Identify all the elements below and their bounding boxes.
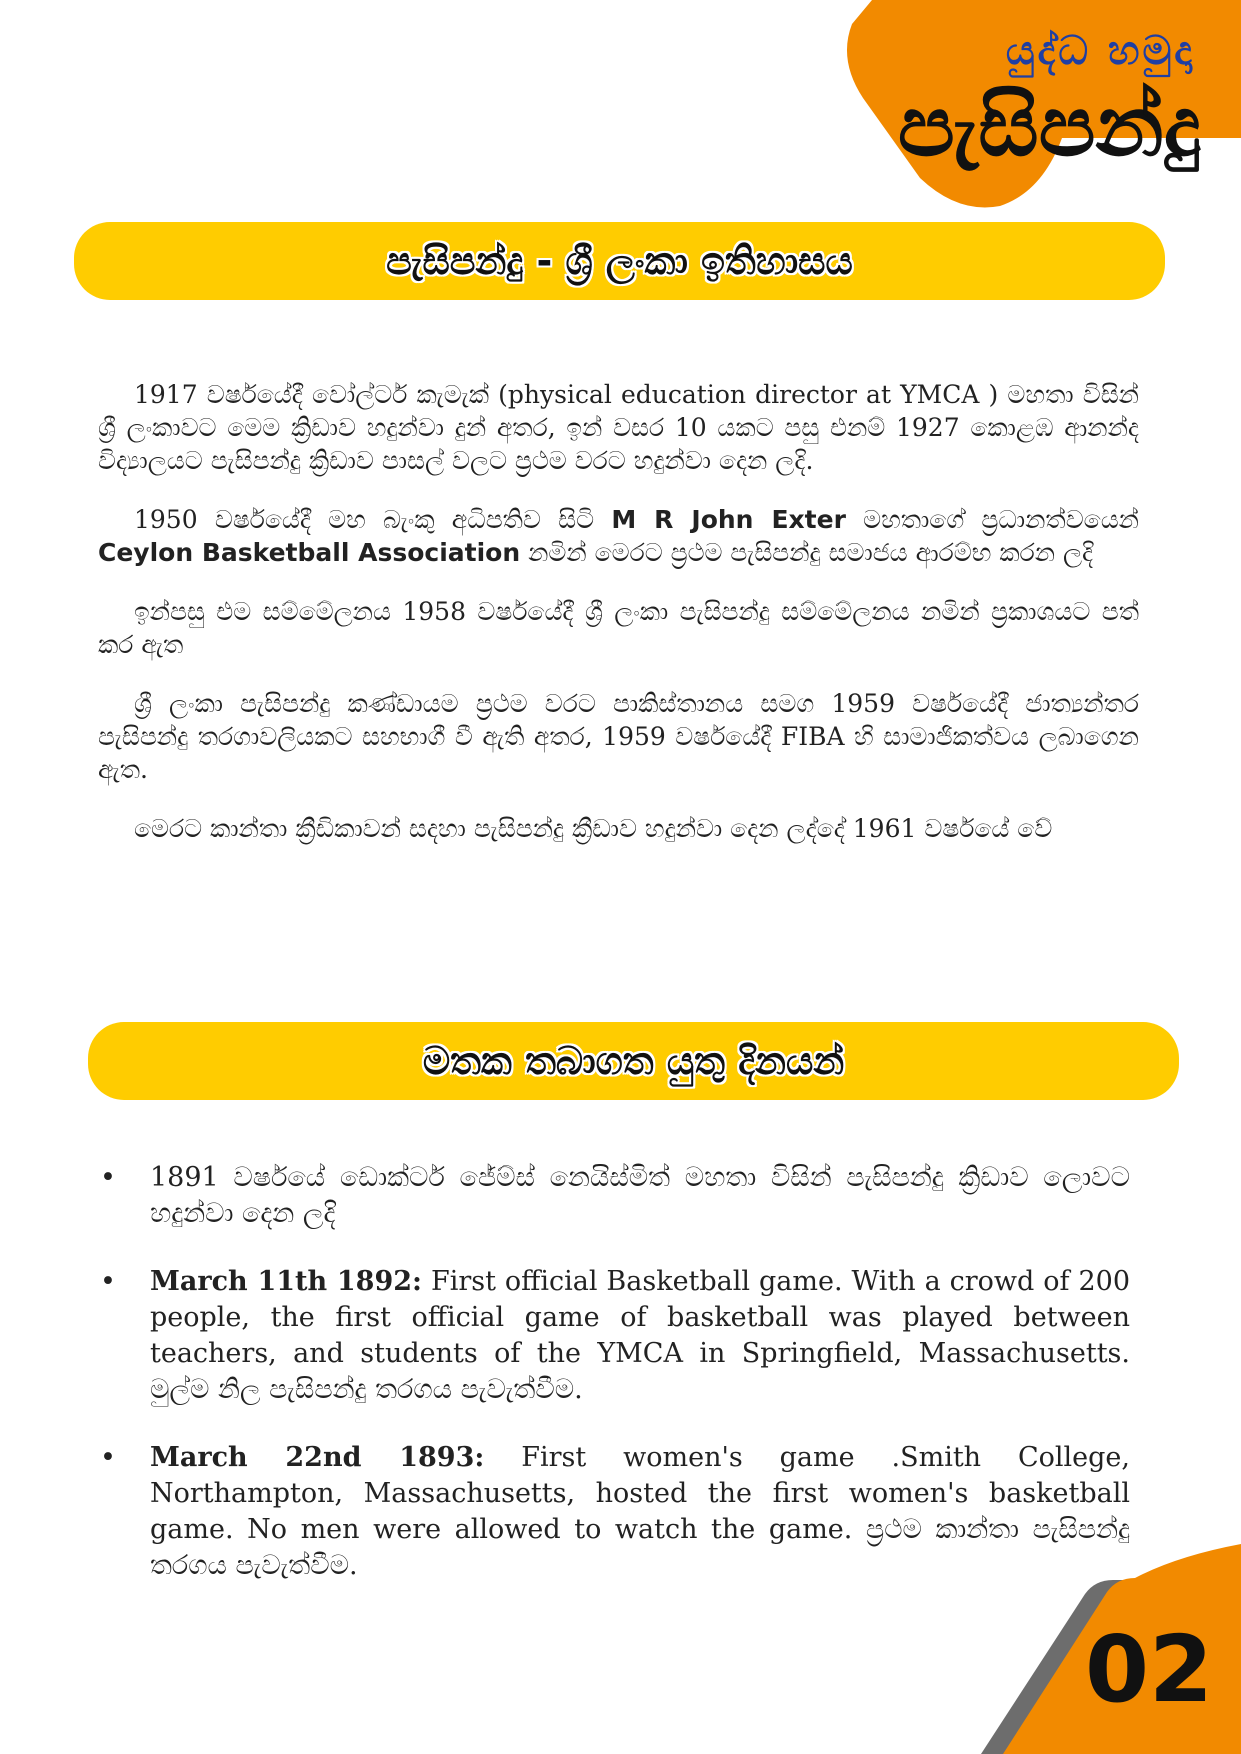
list-item-date: March 22nd 1893: (150, 1442, 485, 1473)
page-number: 02 (1084, 1616, 1213, 1723)
organization-name: Ceylon Basketball Association (98, 538, 521, 567)
bullet-icon: • (100, 1266, 116, 1297)
dates-list (100, 1160, 1130, 1616)
bullet-icon: • (100, 1162, 116, 1193)
bullet-icon: • (100, 1442, 116, 1473)
history-paragraph: ඉන්පසු එම සම්මේලනය 1958 වර්ෂයේදී ශ්‍රී ලංකා පැසිපන්දු සම්මේලනය නමින් ප්‍රකාශයට පත් කර ඇත (98, 597, 1139, 659)
history-paragraph (98, 503, 1139, 569)
history-paragraph: ශ්‍රී ලංකා පැසිපන්දු කණ්ඩායම ප්‍රථම වරට පාකිස්තානය සමග 1959 වර්ෂයේදී ජාත්‍යන්තර පැසිපන්දු තරගාවලියකට සහභාගී වී ඇති අතර, 1959 වර්ෂයේදී FIBA හි සාමාජිකත්වය ලබාගෙන ඇත. (98, 689, 1139, 784)
list-item (100, 1160, 1130, 1232)
history-paragraph: මෙරට කාන්තා ක්‍රීඩිකාවන් සදහා පැසිපන්දු ක්‍රීඩාව හදුන්වා දෙන ලද්දේ 1961 වර්ෂයේ වේ (134, 814, 1053, 843)
header-title: පැසිපන්දු (897, 77, 1201, 175)
history-paragraph: 1917 වර්ෂයේදී වෝල්ටර් කැමැක් (physical education director at YMCA ) මහතා විසින් ශ්‍රී ලංකාවට මෙම ක්‍රිඩාව හදුන්වා දුන් අතර, ඉන් වසර 10 යකට පසු එනම් 1927 කොළඹ ආනන්ද විද්‍යාලයට පැසිපන්දු ක්‍රිඩාව පාසල් වලට ප්‍රථම වරට හදුන්වා දෙන ලදි. (98, 380, 1139, 475)
section-dates-title: මතක තබාගත යුතු දිනයන් (422, 1038, 845, 1083)
list-item (100, 1264, 1130, 1408)
list-item-text: First official Basketball game. With a crowd of 200 people, the first official game of basketball was played between teachers, and students of the YMCA in Springfield, Massachusetts. මුල්ම නිල පැසිපන්දු තරගය පැවැත්වීම. (150, 1266, 1131, 1405)
section-dates-banner (88, 1022, 1179, 1100)
header-kicker: යුද්ධ හමුදා (1005, 28, 1195, 74)
list-item (100, 1440, 1130, 1584)
paragraph-text: 1950 වර්ෂයේදී මහ බැංකු අධිපතිව සිටි (134, 505, 612, 534)
paragraph-text: මහතාගේ ප්‍රධානත්වයෙන් (845, 505, 1139, 534)
list-item-text: First women's game .Smith College, Northampton, Massachusetts, hosted the first women's basketball game. No men were allowed to watch the game. ප්‍රථම කාන්තා පැසිපන්දු තරගය පැවැත්වීම. (150, 1442, 1130, 1581)
paragraph-text: නමින් මෙරට ප්‍රථම පැසිපන්දු සමාජය ආරම්භ කරන ලදි (520, 538, 1094, 567)
person-name: M R John Exter (611, 505, 846, 534)
section-history-banner (74, 222, 1165, 300)
list-item-text: 1891 වර්ෂයේ ඩොක්ටර් ජේම්ස් නෙයිස්මිත් මහතා විසින් පැසිපන්දු ක්‍රිඩාව ලොවට හදුන්වා දෙන ලදි (150, 1162, 1130, 1229)
history-body (98, 378, 1139, 871)
list-item-date: March 11th 1892: (150, 1266, 423, 1297)
section-history-title: පැසිපන්දු - ශ්‍රී ලංකා ඉතිහාසය (386, 238, 853, 283)
